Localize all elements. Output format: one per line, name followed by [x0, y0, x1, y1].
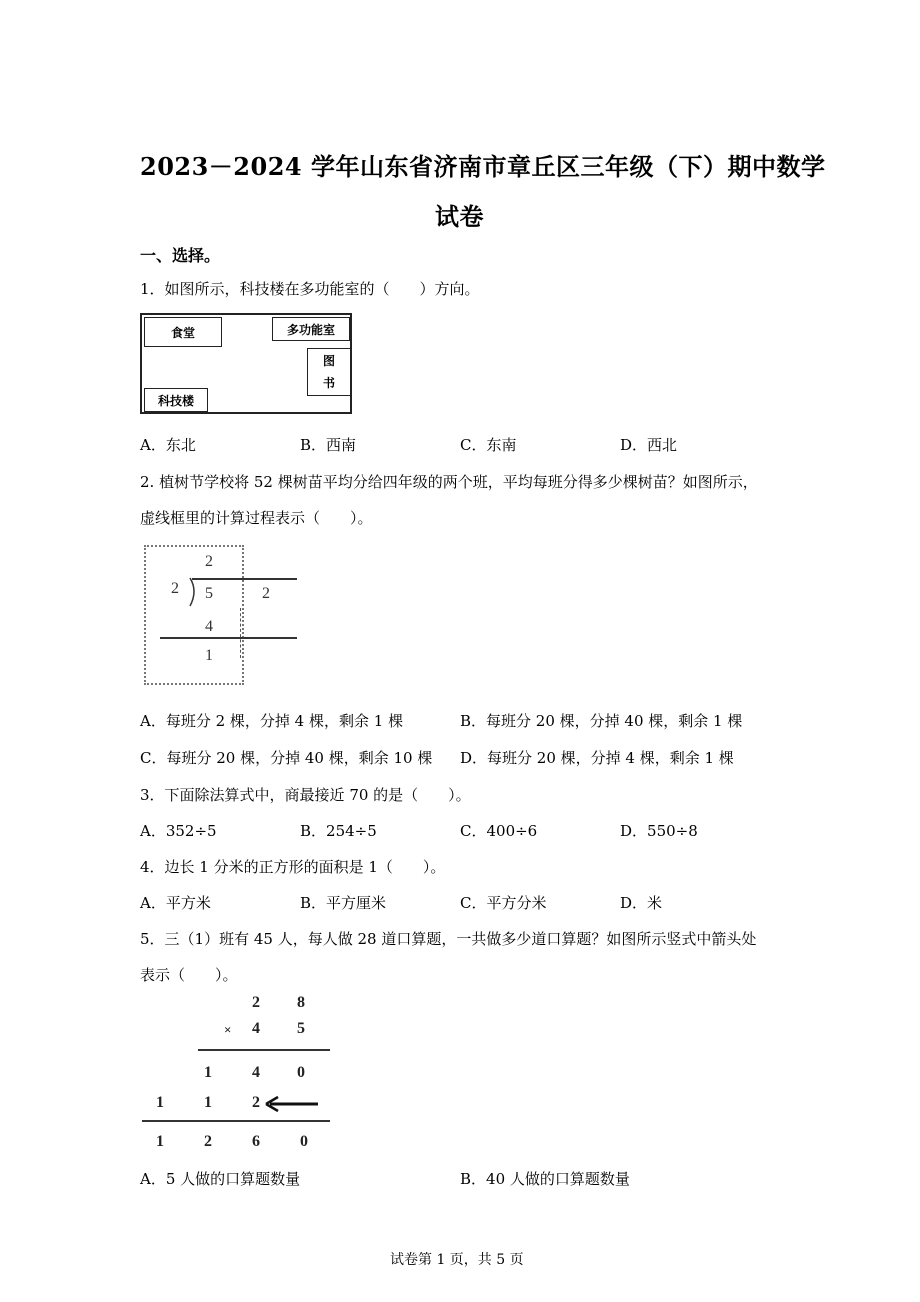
partial1-ones: 0 [297, 1064, 305, 1081]
q5-option-b: B．40 人做的口算题数量 [460, 1170, 630, 1188]
subtraction-line [160, 637, 297, 639]
q2-option-d: D．每班分 20 棵，分掉 4 棵，剩余 1 棵 [460, 749, 734, 767]
times-sign: × [224, 1022, 232, 1037]
long-division-figure [140, 543, 305, 688]
q3-option-b: B．254÷5 [300, 822, 377, 840]
mul-line-1 [198, 1049, 330, 1051]
mul-factor2-ones: 5 [297, 1020, 305, 1037]
mul-factor1-ones: 8 [297, 994, 305, 1011]
division-quotient: 2 [205, 553, 213, 570]
question-4-text: 4．边长 1 分米的正方形的面积是 1（ ）。 [140, 858, 446, 876]
q5-option-a: A．5 人做的口算题数量 [140, 1170, 301, 1188]
room-library-char2: 书 [322, 376, 335, 390]
partial2-thousands: 1 [156, 1094, 164, 1111]
q4-option-a: A．平方米 [140, 894, 211, 912]
page-title-line2: 试卷 [435, 202, 484, 231]
partial2-hundreds: 1 [204, 1094, 212, 1111]
division-bar [192, 578, 297, 580]
question-3-text: 3．下面除法算式中，商最接近 70 的是（ ）。 [140, 786, 471, 804]
room-library-char1: 图 [322, 354, 335, 368]
q3-option-c: C．400÷6 [460, 822, 538, 840]
q2-option-b: B．每班分 20 棵，分掉 40 棵，剩余 1 棵 [460, 712, 743, 730]
q4-option-d: D．米 [620, 894, 663, 912]
q1-option-a: A．东北 [140, 436, 196, 454]
room-library [307, 348, 351, 396]
question-5-text-line2: 表示（ ）。 [140, 966, 238, 984]
q1-option-b: B．西南 [300, 436, 357, 454]
section-heading: 一、选择。 [140, 246, 221, 265]
page-footer: 试卷第 1 页，共 5 页 [390, 1252, 524, 1268]
partial1-tens: 4 [252, 1064, 260, 1081]
mul-factor2-tens: 4 [252, 1020, 260, 1037]
q4-option-b: B．平方厘米 [300, 894, 387, 912]
q3-option-d: D．550÷8 [620, 822, 698, 840]
question-1-text: 1．如图所示，科技楼在多功能室的（ ）方向。 [140, 280, 480, 298]
place-value-guide [240, 608, 241, 658]
q4-option-c: C．平方分米 [460, 894, 547, 912]
division-bracket [186, 577, 200, 607]
left-arrow-icon [264, 1095, 320, 1113]
division-product: 4 [205, 618, 213, 635]
result-hundreds: 2 [204, 1133, 212, 1150]
q2-option-a: A．每班分 2 棵，分掉 4 棵，剩余 1 棵 [140, 712, 404, 730]
q1-option-c: C．东南 [460, 436, 517, 454]
result-tens: 6 [252, 1133, 260, 1150]
division-dividend-tens: 5 [205, 585, 213, 602]
campus-map-figure [140, 313, 352, 414]
page-title: 2023－2024 学年山东省济南市章丘区三年级（下）期中数学 [140, 152, 826, 181]
mul-factor1-tens: 2 [252, 994, 260, 1011]
q2-option-c: C．每班分 20 棵，分掉 40 棵，剩余 10 棵 [140, 749, 433, 767]
room-canteen: 食堂 [144, 317, 222, 347]
question-5-text-line1: 5．三（1）班有 45 人，每人做 28 道口算题，一共做多少道口算题？如图所示竖式中箭头处 [140, 930, 757, 948]
question-2-text-line2: 虚线框里的计算过程表示（ ）。 [140, 509, 373, 527]
room-multifunction: 多功能室 [272, 317, 350, 341]
question-2-text-line1: 2. 植树节学校将 52 棵树苗平均分给四年级的两个班，平均每班分得多少棵树苗？如图所示， [140, 473, 758, 491]
partial1-hundreds: 1 [204, 1064, 212, 1081]
result-thousands: 1 [156, 1133, 164, 1150]
q1-option-d: D．西北 [620, 436, 678, 454]
vertical-multiplication-figure [140, 990, 340, 1160]
q3-option-a: A．352÷5 [140, 822, 217, 840]
result-ones: 0 [300, 1133, 308, 1150]
division-dividend-ones: 2 [262, 585, 270, 602]
room-tech-building: 科技楼 [144, 388, 208, 412]
division-divisor: 2 [171, 580, 179, 597]
division-remainder: 1 [205, 647, 213, 664]
dashed-box [144, 545, 244, 685]
partial2-tens: 2 [252, 1094, 260, 1111]
mul-line-2 [142, 1120, 330, 1122]
